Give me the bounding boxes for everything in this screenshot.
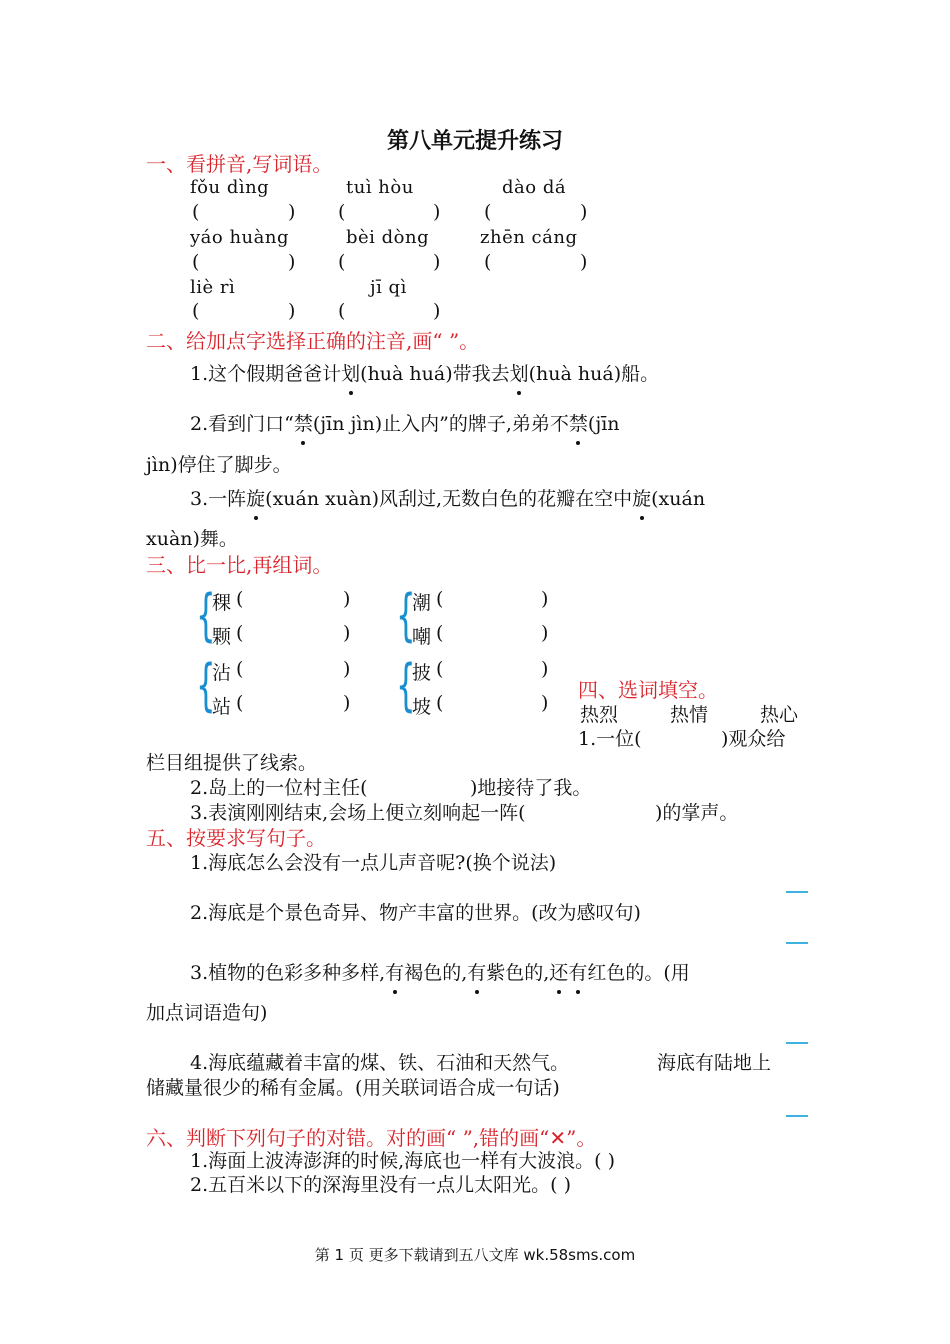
answer-open-paren: ( <box>338 201 346 223</box>
pinyin-dao-da: dào dá <box>502 177 567 198</box>
question-6-2: 2.五百米以下的深海里没有一点儿太阳光。( ) <box>190 1174 571 1196</box>
section-1-heading: 一、看拼音,写词语。 <box>146 152 333 176</box>
question-4-1-end: )观众给 <box>721 728 786 750</box>
pinyin-ji-qi: jī qì <box>370 277 407 298</box>
question-5-4-b: 海底有陆地上 <box>657 1052 772 1074</box>
char-zhan: 沾 <box>212 662 232 684</box>
answer-close-paren: ) <box>541 658 549 680</box>
answer-open-paren: ( <box>436 692 444 714</box>
question-2-2-cont: jìn)停住了脚步。 <box>146 454 292 476</box>
answer-open-paren: ( <box>338 251 346 273</box>
answer-close-paren: ) <box>580 201 588 223</box>
char-pi: 披 <box>412 662 432 684</box>
answer-close-paren: ) <box>433 300 441 322</box>
dotted-char: 有 <box>385 958 404 985</box>
answer-close-paren: ) <box>541 622 549 644</box>
question-5-3: 3.植物的色彩多种多样,有褐色的,有紫色的,还有红色的。(用 <box>190 958 690 985</box>
question-2-3-cont: xuàn)舞。 <box>146 528 238 550</box>
answer-line <box>786 942 808 944</box>
pinyin-fou-ding: fǒu dìng <box>190 177 270 198</box>
answer-close-paren: ) <box>343 588 351 610</box>
answer-open-paren: ( <box>236 692 244 714</box>
section-2-heading: 二、给加点字选择正确的注音,画“ ”。 <box>146 329 480 353</box>
section-5-heading: 五、按要求写句子。 <box>146 826 326 850</box>
question-4-3-start: 3.表演刚刚结束,会场上便立刻响起一阵( <box>190 802 526 824</box>
answer-open-paren: ( <box>236 658 244 680</box>
dotted-char: 还 <box>549 958 568 985</box>
answer-close-paren: ) <box>343 658 351 680</box>
answer-close-paren: ) <box>541 692 549 714</box>
question-5-1: 1.海底怎么会没有一点儿声音呢?(换个说法) <box>190 852 557 874</box>
page-footer: 第 1 页 更多下载请到五八文库 wk.58sms.com <box>314 1246 636 1264</box>
question-2-2: 2.看到门口“禁(jīn jìn)止入内”的牌子,弟弟不禁(jīn <box>190 409 620 436</box>
dotted-char: 有 <box>568 958 587 985</box>
answer-open-paren: ( <box>338 300 346 322</box>
answer-close-paren: ) <box>433 201 441 223</box>
char-chao2: 嘲 <box>412 626 432 648</box>
answer-close-paren: ) <box>343 622 351 644</box>
char-ke2: 颗 <box>212 626 232 648</box>
answer-close-paren: ) <box>433 251 441 273</box>
question-4-2-start: 2.岛上的一位村主任( <box>190 777 368 799</box>
answer-open-paren: ( <box>192 251 200 273</box>
dotted-char: 旋 <box>246 484 265 511</box>
question-4-3-end: )的掌声。 <box>655 802 739 824</box>
char-ke: 稞 <box>212 592 232 614</box>
question-4-1-start: 1.一位( <box>578 728 642 750</box>
answer-close-paren: ) <box>343 692 351 714</box>
dotted-char: 划 <box>510 359 529 386</box>
answer-open-paren: ( <box>236 588 244 610</box>
page-title: 第八单元提升练习 <box>386 128 563 154</box>
question-5-2: 2.海底是个景色奇异、物产丰富的世界。(改为感叹句) <box>190 902 641 924</box>
dotted-char: 划 <box>341 359 360 386</box>
answer-open-paren: ( <box>436 588 444 610</box>
answer-close-paren: ) <box>288 201 296 223</box>
char-zhan2: 站 <box>212 696 232 718</box>
answer-line <box>786 1042 808 1044</box>
question-5-4-cont: 储藏量很少的稀有金属。(用关联词语合成一句话) <box>146 1077 560 1099</box>
question-5-4-a: 4.海底蕴藏着丰富的煤、铁、石油和天然气。 <box>190 1052 570 1074</box>
answer-close-paren: ) <box>541 588 549 610</box>
section-4-heading: 四、选词填空。 <box>578 678 718 702</box>
question-4-2-end: )地接待了我。 <box>470 777 592 799</box>
answer-line <box>786 1115 808 1117</box>
brace-icon: { <box>396 653 416 718</box>
answer-open-paren: ( <box>236 622 244 644</box>
answer-close-paren: ) <box>288 300 296 322</box>
brace-icon: { <box>196 653 216 718</box>
answer-close-paren: ) <box>580 251 588 273</box>
question-5-3-cont: 加点词语造句) <box>146 1002 268 1024</box>
pinyin-tui-hou: tuì hòu <box>346 177 414 198</box>
answer-open-paren: ( <box>484 201 492 223</box>
answer-line <box>786 891 808 893</box>
answer-open-paren: ( <box>436 622 444 644</box>
answer-open-paren: ( <box>192 201 200 223</box>
pinyin-zhen-cang: zhēn cáng <box>480 227 578 248</box>
brace-icon: { <box>396 583 416 648</box>
dotted-char: 禁 <box>569 409 588 436</box>
dotted-char: 禁 <box>294 409 313 436</box>
dotted-char: 旋 <box>632 484 651 511</box>
question-6-1: 1.海面上波涛澎湃的时候,海底也一样有大波浪。( ) <box>190 1150 616 1172</box>
pinyin-yao-huang: yáo huàng <box>190 227 289 248</box>
dotted-char: 有 <box>467 958 486 985</box>
char-chao: 潮 <box>412 592 432 614</box>
word-option: 热烈 <box>580 704 619 726</box>
pinyin-bei-dong: bèi dòng <box>346 227 430 248</box>
char-po: 坡 <box>412 696 432 718</box>
brace-icon: { <box>196 583 216 648</box>
pinyin-lie-ri: liè rì <box>190 277 236 298</box>
section-6-heading: 六、判断下列句子的对错。对的画“ ”,错的画“✕”。 <box>146 1126 597 1150</box>
section-3-heading: 三、比一比,再组词。 <box>146 553 333 577</box>
word-option: 热心 <box>760 704 799 726</box>
word-option: 热情 <box>670 704 709 726</box>
question-2-3: 3.一阵旋(xuán xuàn)风刮过,无数白色的花瓣在空中旋(xuán <box>190 484 705 511</box>
question-4-1-cont: 栏目组提供了线索。 <box>146 752 318 774</box>
answer-open-paren: ( <box>436 658 444 680</box>
question-2-1: 1.这个假期爸爸计划(huà huá)带我去划(huà huá)船。 <box>190 359 659 386</box>
answer-open-paren: ( <box>484 251 492 273</box>
answer-close-paren: ) <box>288 251 296 273</box>
answer-open-paren: ( <box>192 300 200 322</box>
